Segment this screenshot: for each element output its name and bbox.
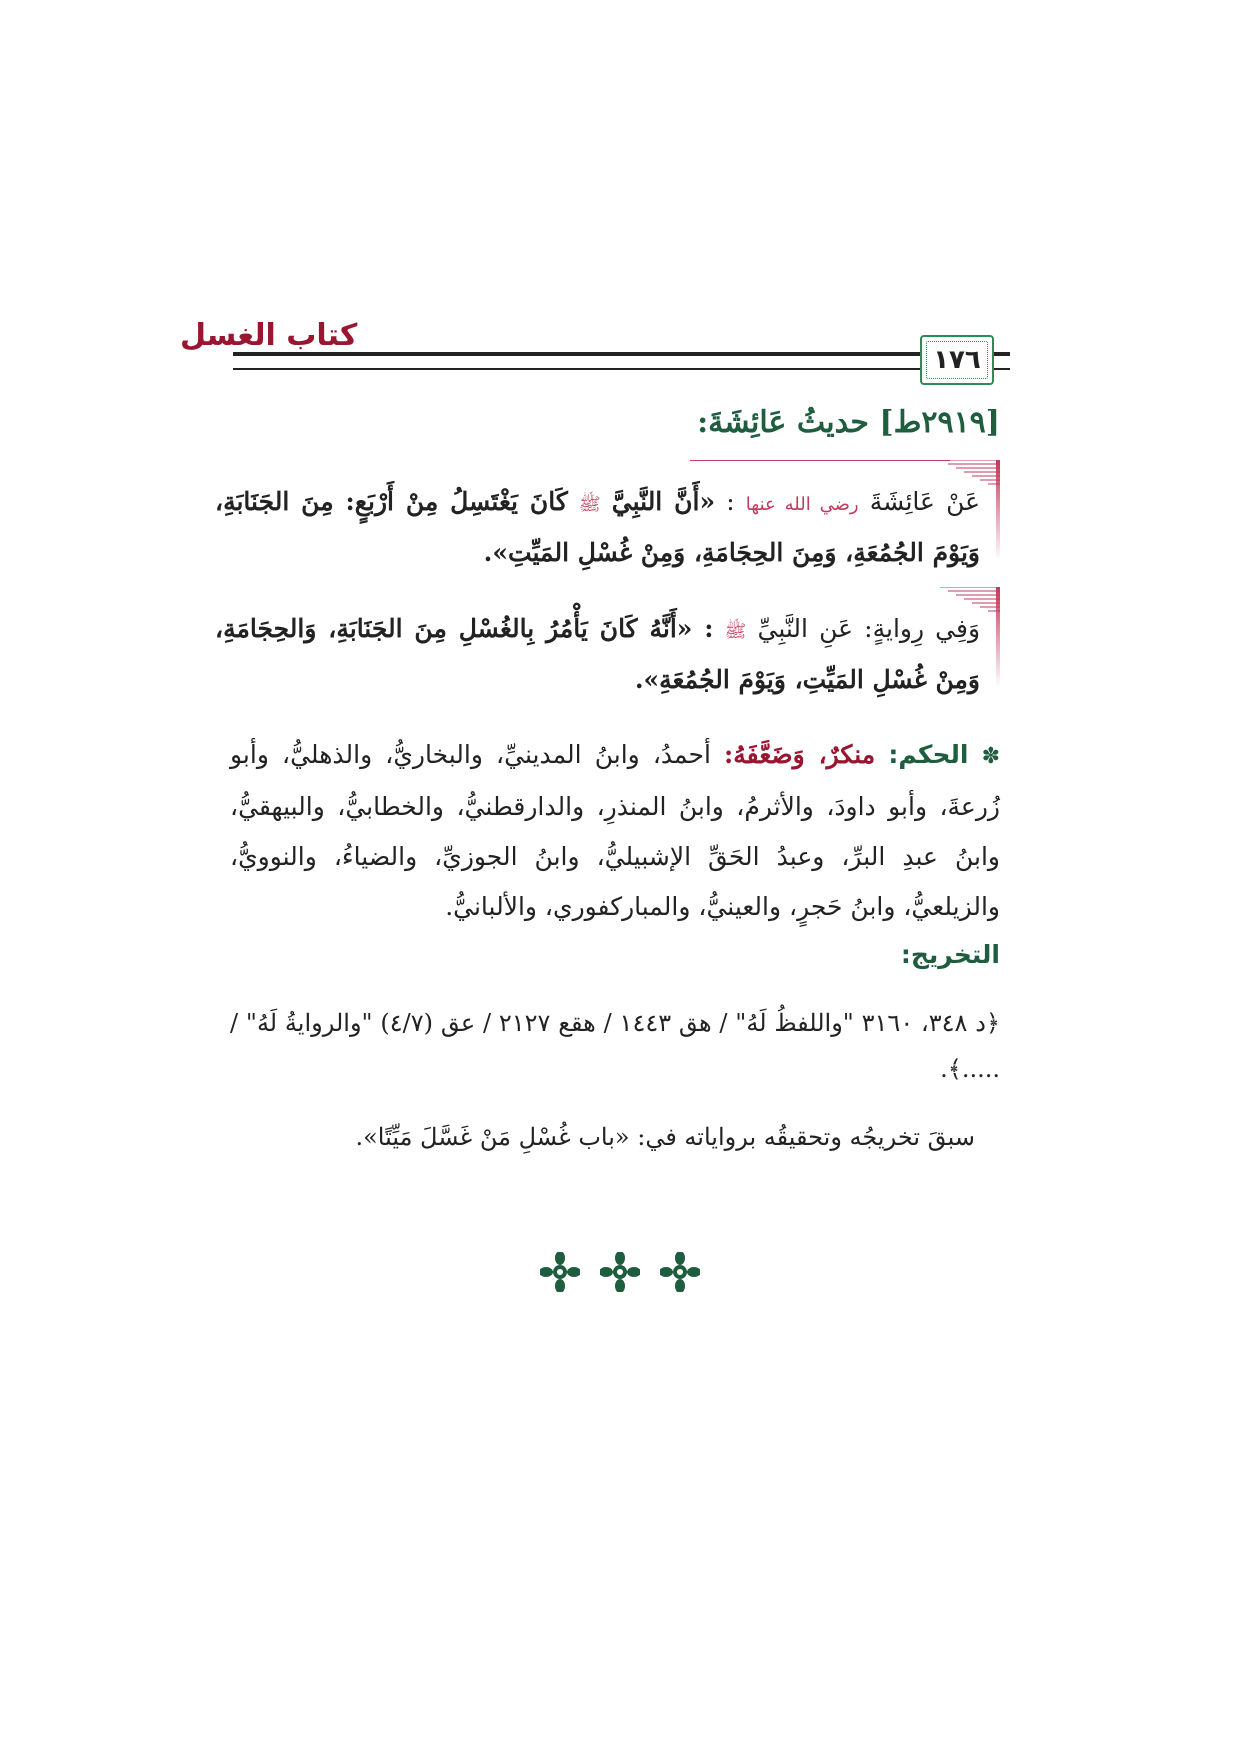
header-rule — [233, 352, 1003, 370]
corner-ornament-icon — [940, 587, 1000, 647]
radiya-honorific: رضي الله عنها — [745, 494, 859, 515]
salla-honorific: ﷺ — [724, 621, 747, 642]
corner-bar — [996, 587, 1000, 687]
flower-ornament-icon — [600, 1252, 640, 1292]
ruling-scholars: أحمدُ، وابنُ المدينيِّ، والبخاريُّ، والذهليُّ، وأبو زُرعةَ، وأبو داودَ، والأثرمُ، وابنُ المنذرِ، والدارقطنيُّ، والخطابيُّ، والبيهقيُّ، وابنُ عبدِ البرِّ، وعبدُ الحَقِّ الإشبيليُّ، وابنُ الجوزيِّ، والضياءُ، والنوويُّ، والزيلعيُّ، وابنُ حَجرٍ، والعينيُّ، والمباركفوري، والألبانيُّ. — [230, 740, 1000, 921]
corner-rule — [690, 460, 950, 461]
salla-honorific: ﷺ — [578, 494, 601, 515]
ruling-paragraph — [230, 730, 1000, 932]
hadith-heading — [697, 405, 1000, 440]
page-number-badge — [920, 335, 994, 385]
flower-bullet-icon: ✽ — [981, 744, 1001, 769]
page-number: ١٧٦ — [933, 345, 981, 375]
hadith-title: حديثُ عَائِشَةَ: — [697, 405, 869, 440]
ruling-value: منكرٌ، وَضَعَّفَهُ: — [724, 740, 876, 769]
flower-ornament-icon — [540, 1252, 580, 1292]
ruling-label: الحكم: — [888, 740, 969, 769]
see-also-note: سبقَ تخريجُه وتحقيقُه برواياته في: «باب غُسْلِ مَنْ غَسَّلَ مَيِّتًا». — [355, 1123, 975, 1151]
narration-primary — [215, 478, 1000, 577]
hadith-number: [٢٩١٩ط] — [879, 405, 1000, 440]
matn-text: كَانَ يَغْتَسِلُ مِنْ أَرْبَعٍ: مِنَ الجَنَابَةِ، وَيَوْمَ الجُمُعَةِ، وَمِنَ الحِجَامَةِ، وَمِنْ غُسْلِ المَيِّتِ». — [215, 487, 980, 567]
narration-variant — [215, 605, 1000, 704]
matn-start: «أَنَّ النَّبِيَّ — [611, 487, 716, 516]
narrator-intro: عَنْ عَائِشَةَ — [869, 487, 981, 516]
separator: : — [726, 487, 735, 516]
variant-matn: : «أَنَّهُ كَانَ يَأْمُرُ بِالغُسْلِ مِنَ الجَنَابَةِ، وَالحِجَامَةِ، وَمِنْ غُسْلِ المَيِّتِ، وَيَوْمَ الجُمُعَةِ». — [215, 614, 980, 694]
corner-bar — [996, 460, 1000, 560]
flower-ornament-icon — [660, 1252, 700, 1292]
takhrij-label: التخريج: — [900, 940, 1000, 969]
running-title: كتاب الغسل — [180, 318, 358, 353]
takhrij-refs: ﴿د ٣٤٨، ٣١٦٠ "واللفظُ لَهُ" / هق ١٤٤٣ / هقع ٢١٢٧ / عق (٤/٧) "والروايةُ لَهُ" / .....﴾. — [230, 1009, 1001, 1083]
section-end-ornaments — [540, 1250, 700, 1294]
variant-intro: وَفِي رِوايةٍ: عَنِ النَّبِيِّ — [757, 614, 981, 643]
corner-ornament-icon — [940, 460, 1000, 520]
